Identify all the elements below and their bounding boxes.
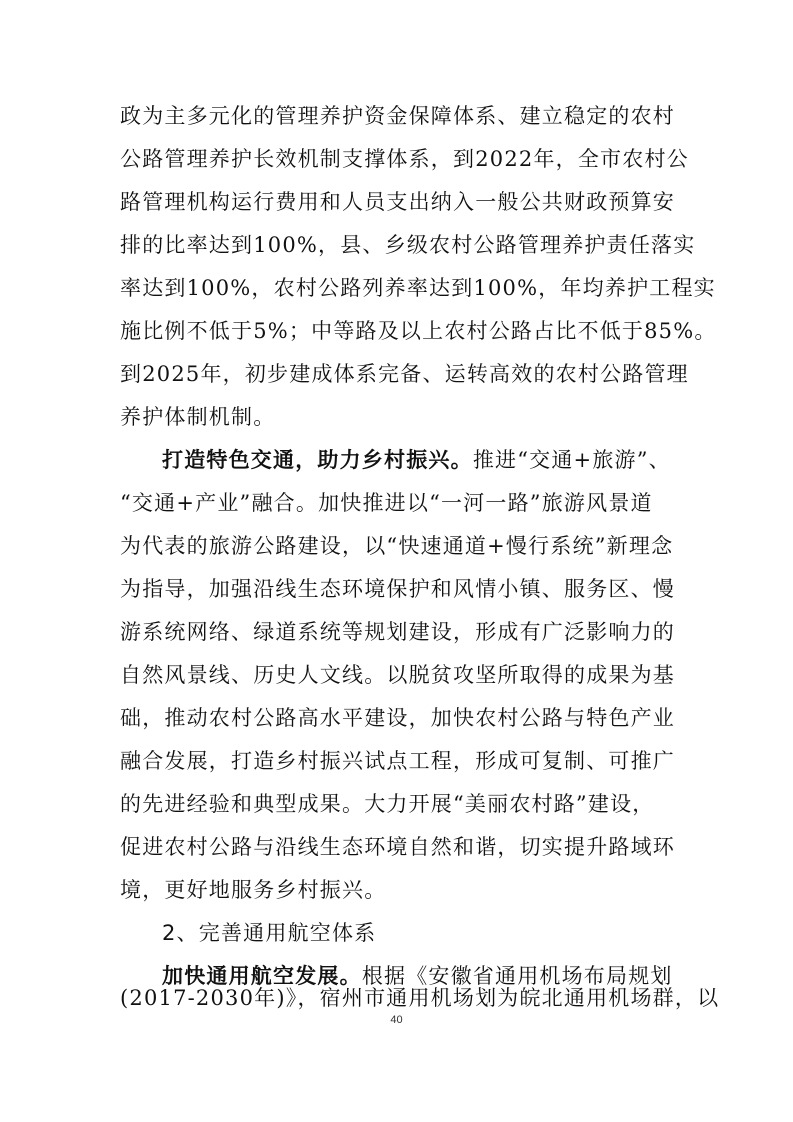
paragraph-lead: 打造特色交通，助力乡村振兴。 [162,448,473,472]
paragraph-line: 施比例不低于5%；中等路及以上农村公路占比不低于85%。 [120,319,717,343]
paragraph-line: 础，推动农村公路高水平建设，加快农村公路与特色产业 [120,706,675,730]
paragraph-line: 为指导，加强沿线生态环境保护和风情小镇、服务区、慢 [120,577,675,601]
paragraph-line: 的先进经验和典型成果。大力开展“美丽农村路”建设， [120,792,655,816]
paragraph-line: 公路管理养护长效机制支撑体系，到2022年，全市农村公 [120,147,689,171]
paragraph-first-line [162,447,722,473]
paragraph-line: 政为主多元化的管理养护资金保障体系、建立稳定的农村 [120,104,675,128]
paragraph-line: 自然风景线、历史人文线。以脱贫攻坚所取得的成果为基 [120,663,675,687]
paragraph-lead: 加快通用航空发展。 [162,964,362,988]
paragraph-line: 融合发展，打造乡村振兴试点工程，形成可复制、可推广 [120,749,675,773]
page-number: 40 [390,1014,403,1026]
paragraph-line: 促进农村公路与沿线生态环境自然和谐，切实提升路域环 [120,835,675,859]
paragraph-line: “交通+产业”融合。加快推进以“一河一路”旅游风景道 [120,491,653,515]
paragraph-line: 路管理机构运行费用和人员支出纳入一般公共财政预算安 [120,190,675,214]
paragraph-line: 养护体制机制。 [120,405,276,429]
paragraph-line: 游系统网络、绿道系统等规划建设，形成有广泛影响力的 [120,620,675,644]
paragraph-line: 排的比率达到100%，县、乡级农村公路管理养护责任落实 [120,233,696,257]
paragraph-line: 为代表的旅游公路建设，以“快速通道+慢行系统”新理念 [120,534,674,558]
section-heading: 2、完善通用航空体系 [162,921,377,945]
paragraph-line: (2017-2030年)》，宿州市通用机场划为皖北通用机场群，以 [120,986,720,1010]
paragraph-line: 到2025年，初步建成体系完备、运转高效的农村公路管理 [120,362,689,386]
paragraph-lead-rest: 推进“交通+旅游”、 [472,448,671,472]
paragraph-lead-rest: 根据《安徽省通用机场布局规划 [361,964,673,988]
paragraph-line: 率达到100%，农村公路列养率达到100%，年均养护工程实 [120,276,716,300]
paragraph-line: 境，更好地服务乡村振兴。 [120,878,387,902]
